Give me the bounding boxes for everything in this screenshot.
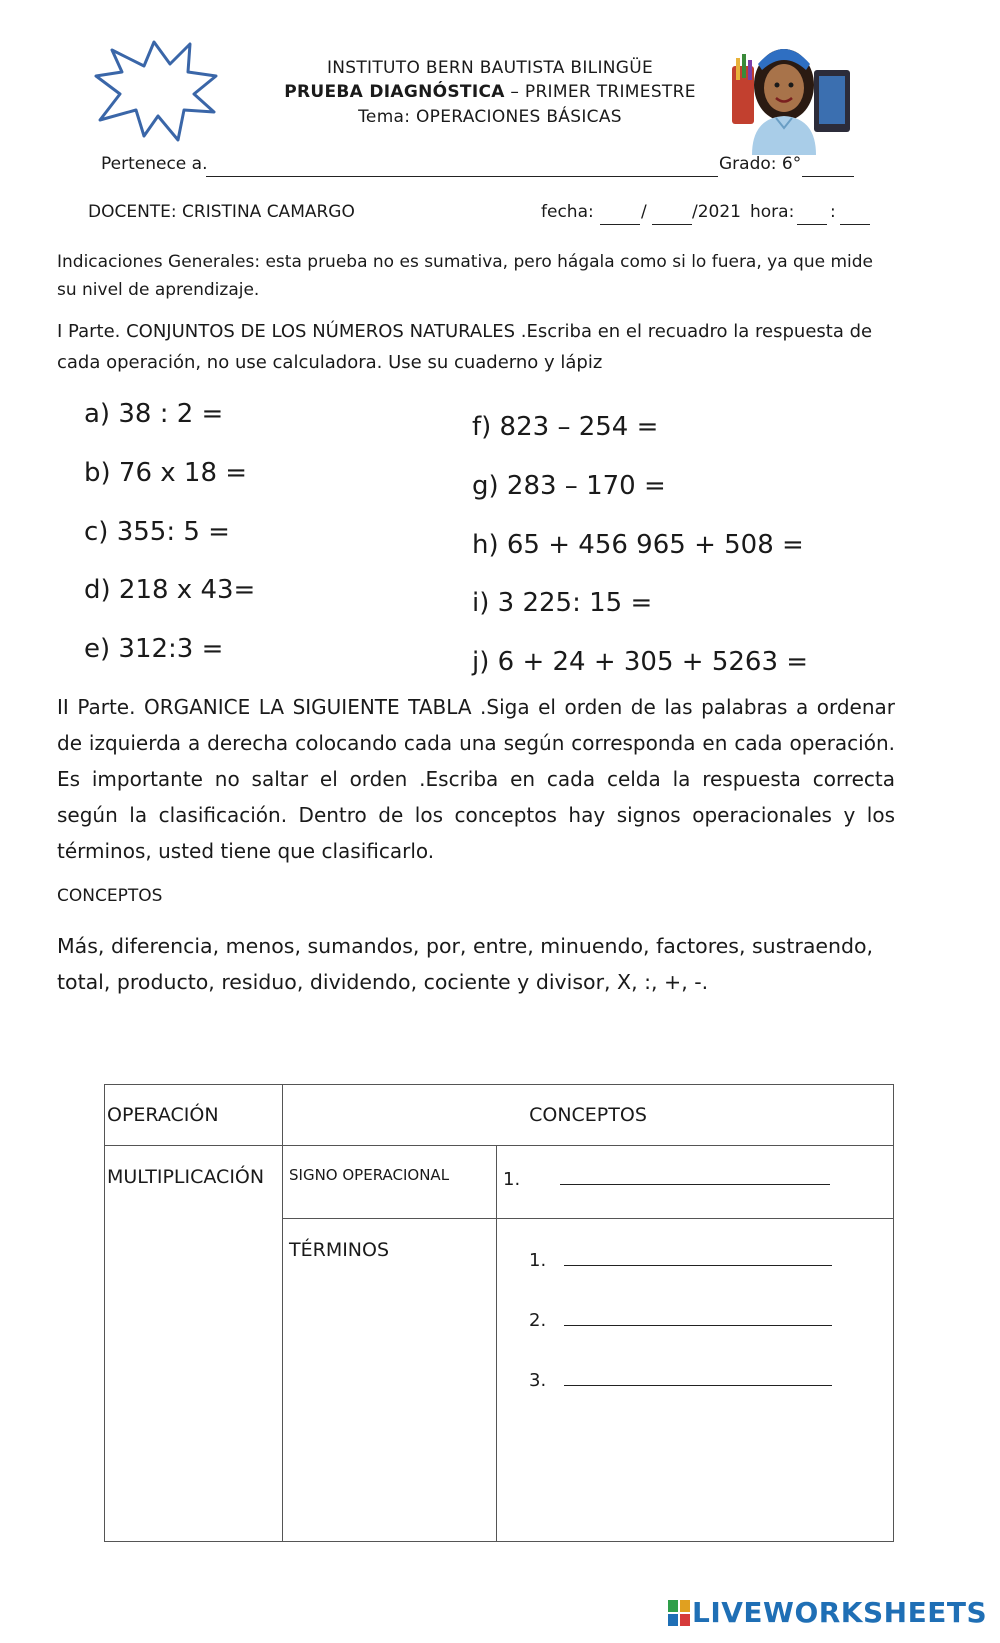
term-answer-blank[interactable]	[564, 1325, 832, 1326]
belongs-label: Pertenece a.	[101, 154, 208, 174]
operation-name: MULTIPLICACIÓN	[107, 1166, 265, 1188]
term-row	[529, 1249, 893, 1309]
terms-answer-cell	[497, 1219, 894, 1542]
time-minute-blank[interactable]	[840, 224, 870, 225]
exam-title	[200, 82, 780, 102]
operation-cell	[105, 1146, 283, 1542]
exam-title-rest: – PRIMER TRIMESTRE	[504, 82, 696, 102]
time-sep: :	[830, 202, 836, 222]
date-year: /2021	[692, 202, 741, 222]
grade-label: Grado: 6°	[719, 154, 802, 174]
sign-answer-cell	[497, 1146, 894, 1219]
operation-h: h) 65 + 456 965 + 508 =	[472, 530, 804, 560]
teacher-avatar-illustration	[722, 30, 862, 155]
time-label: hora:	[750, 202, 795, 222]
time-hour-blank[interactable]	[797, 224, 827, 225]
operation-j: j) 6 + 24 + 305 + 5263 =	[472, 647, 809, 677]
teacher-label: DOCENTE: CRISTINA CAMARGO	[88, 202, 355, 222]
terms-label: TÉRMINOS	[289, 1239, 390, 1261]
date-slash: /	[641, 202, 647, 222]
operation-g: g) 283 – 170 =	[472, 471, 666, 501]
school-name: INSTITUTO BERN BAUTISTA BILINGÜE	[326, 58, 654, 78]
exam-title-bold: PRUEBA DIAGNÓSTICA	[284, 82, 505, 102]
operation-e: e) 312:3 =	[84, 634, 224, 664]
term-item-number: 1.	[529, 1250, 547, 1271]
terms-label-cell	[283, 1219, 497, 1542]
name-blank[interactable]	[206, 176, 718, 177]
table-header-concepts	[283, 1085, 894, 1146]
topic: Tema: OPERACIONES BÁSICAS	[358, 107, 622, 127]
term-row	[529, 1369, 893, 1429]
date-month-blank[interactable]	[652, 224, 692, 225]
term-item-number: 3.	[529, 1370, 547, 1391]
concepts-list: Más, diferencia, menos, sumandos, por, entre, minuendo, factores, sustraendo, total, producto, residuo, dividendo, cociente y divisor, X, :, +, -.	[57, 934, 874, 994]
date-label: fecha:	[541, 202, 594, 222]
operation-d: d) 218 x 43=	[84, 575, 256, 605]
sign-item-number: 1.	[503, 1169, 521, 1190]
operation-a: a) 38 : 2 =	[84, 399, 224, 429]
grade-blank[interactable]	[802, 176, 854, 177]
operation-b: b) 76 x 18 =	[84, 458, 248, 488]
liveworksheets-logo-icon	[668, 1600, 690, 1626]
col-operation-label: OPERACIÓN	[107, 1104, 219, 1126]
operation-i: i) 3 225: 15 =	[472, 588, 653, 618]
classification-table	[104, 1084, 894, 1542]
term-answer-blank[interactable]	[564, 1265, 832, 1266]
table-header-operation	[105, 1085, 283, 1146]
sign-label: SIGNO OPERACIONAL	[289, 1166, 450, 1184]
sign-answer-blank[interactable]	[560, 1184, 830, 1185]
liveworksheets-brand[interactable]: LIVEWORKSHEETS	[692, 1596, 988, 1629]
operation-c: c) 355: 5 =	[84, 517, 230, 547]
general-instructions: Indicaciones Generales: esta prueba no es sumativa, pero hágala como si lo fuera, ya que mide su nivel de aprendizaje.	[57, 252, 873, 300]
term-row	[529, 1309, 893, 1369]
col-concepts-label: CONCEPTOS	[529, 1104, 647, 1126]
concepts-label: CONCEPTOS	[57, 886, 163, 906]
sign-label-cell	[283, 1146, 497, 1219]
part1-heading: I Parte. CONJUNTOS DE LOS NÚMEROS NATURALES .Escriba en el recuadro la respuesta de cada operación, no use calculadora. Use su cuaderno y lápiz	[57, 321, 873, 373]
term-item-number: 2.	[529, 1310, 547, 1331]
operation-f: f) 823 – 254 =	[472, 412, 659, 442]
date-day-blank[interactable]	[600, 224, 640, 225]
term-answer-blank[interactable]	[564, 1385, 832, 1386]
part2-heading: II Parte. ORGANICE LA SIGUIENTE TABLA .Siga el orden de las palabras a ordenar de izquierda a derecha colocando cada una según corresponda en cada operación. Es importante no saltar el orden .Escriba en cada celda la respuesta correcta según la clasificación. Dentro de los conceptos hay signos operacionales y los términos, usted tiene que clasificarlo.	[57, 695, 895, 863]
